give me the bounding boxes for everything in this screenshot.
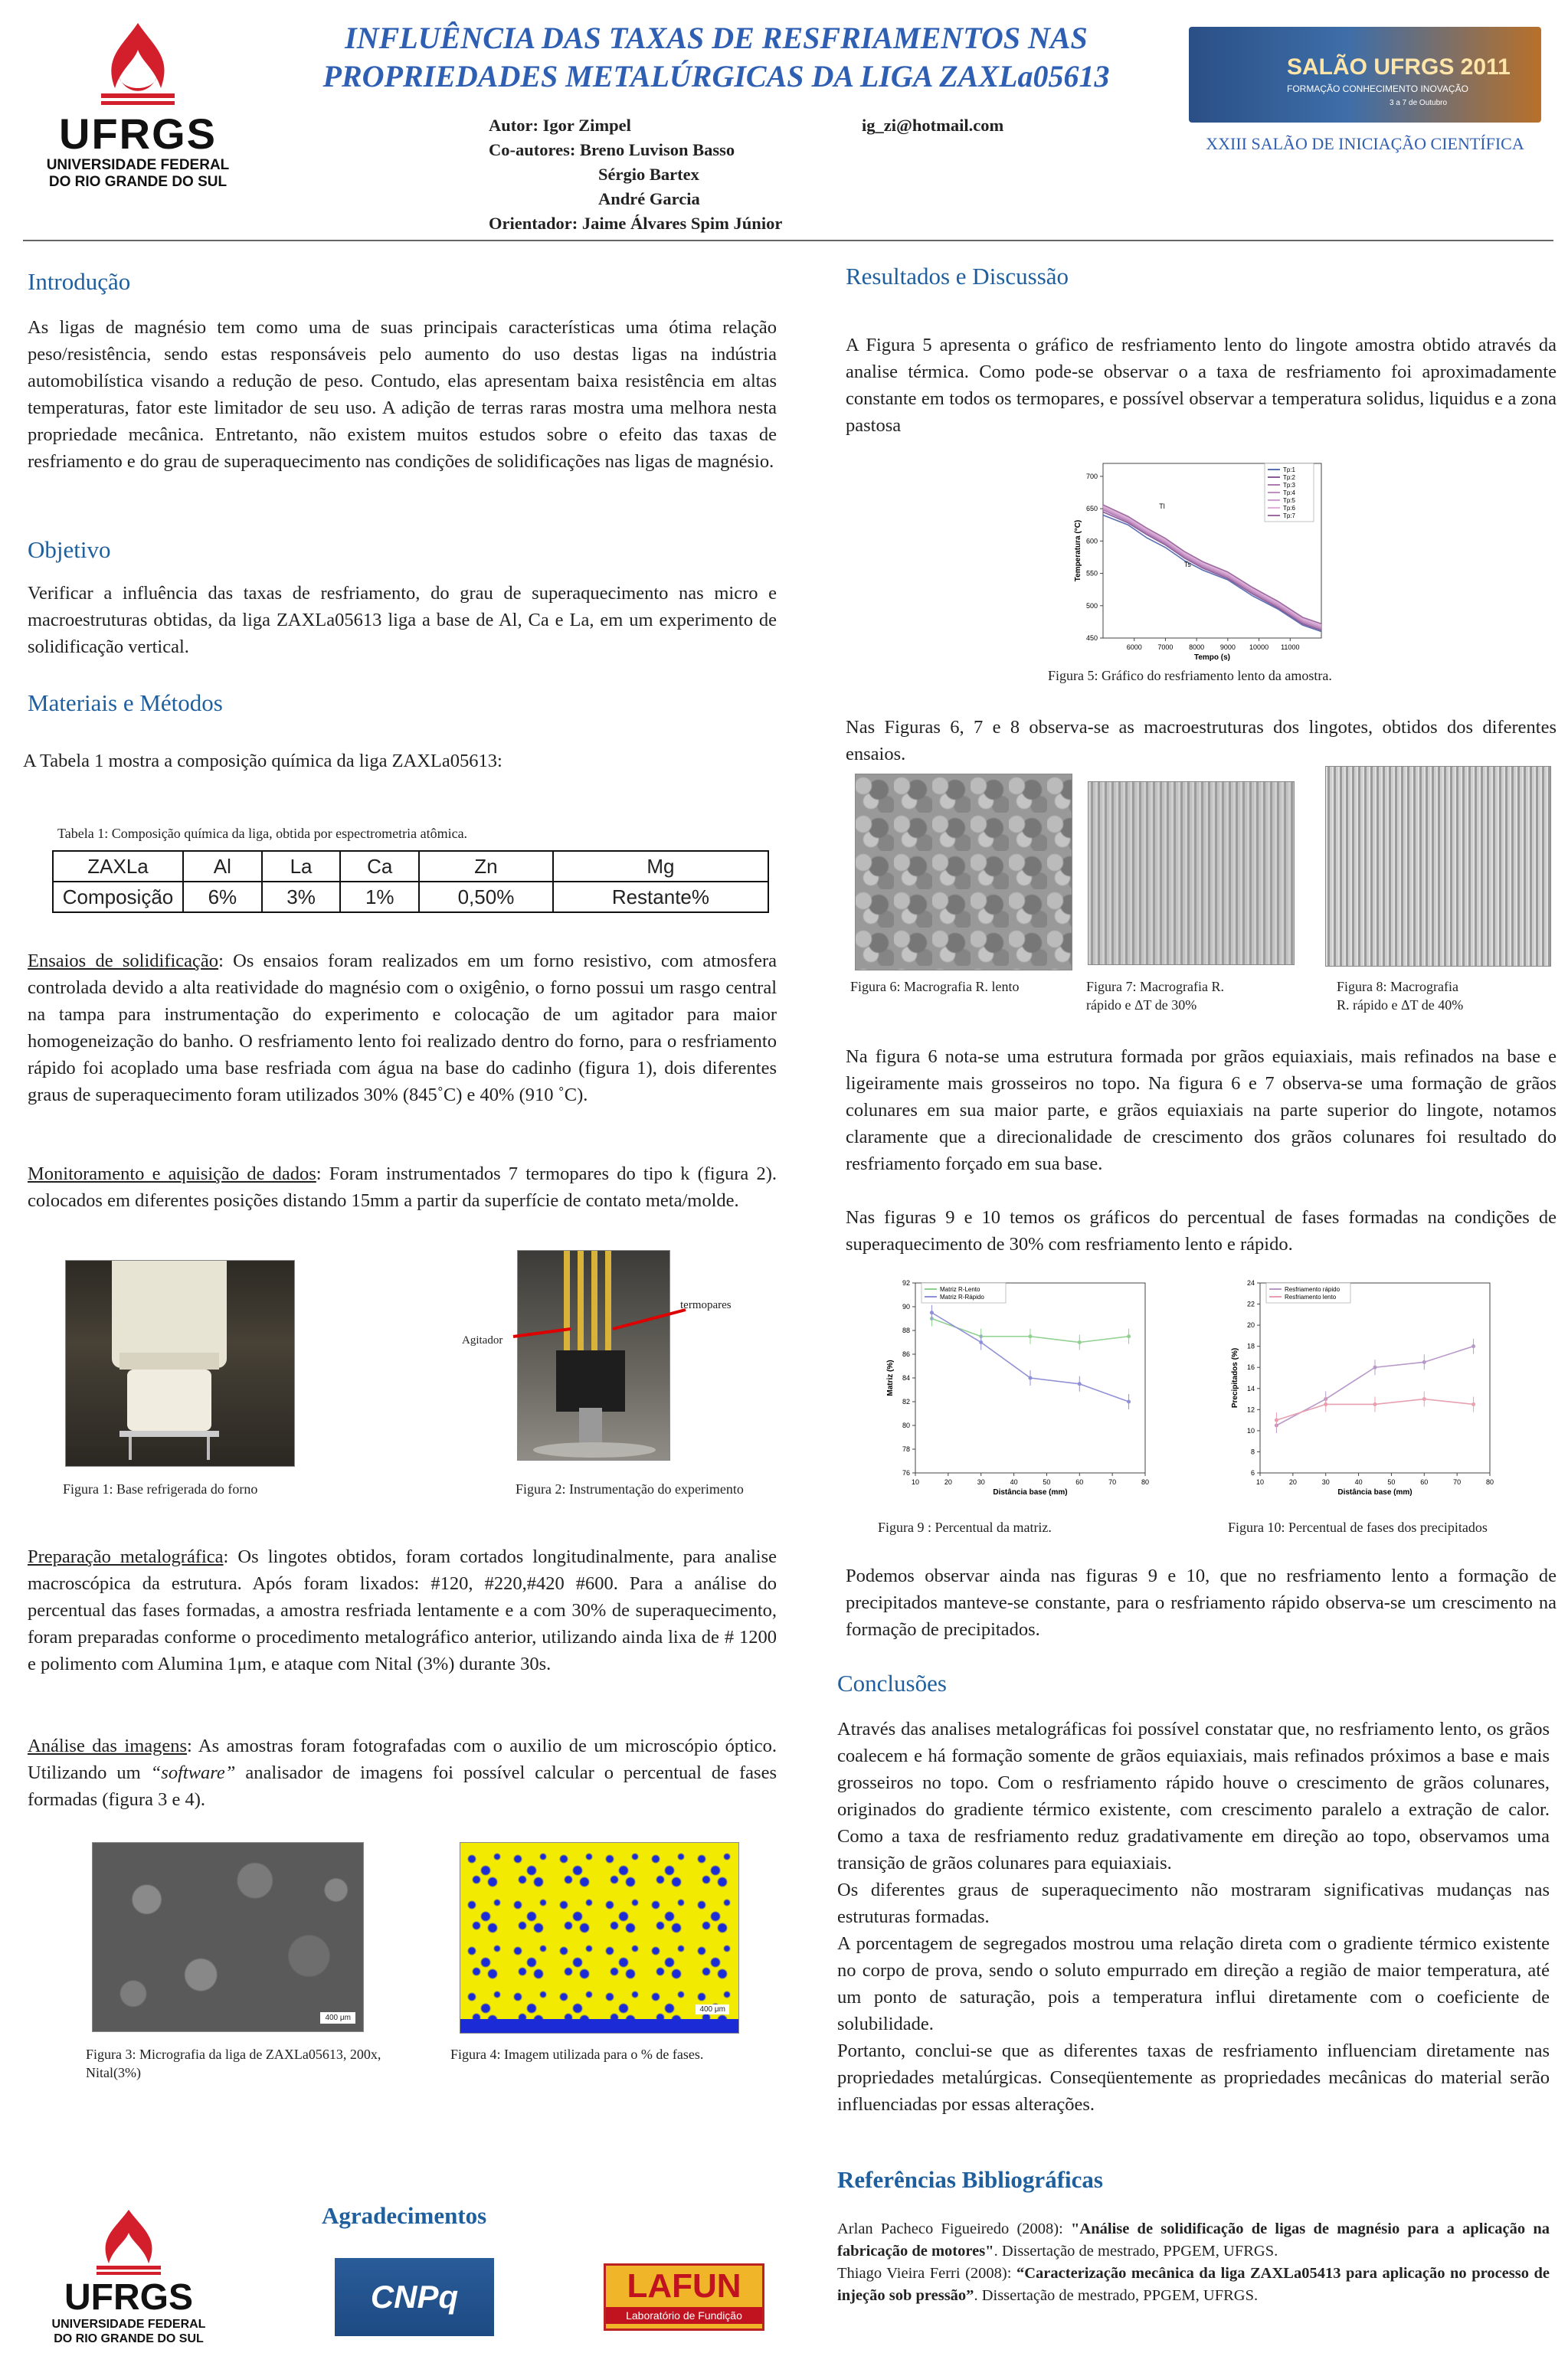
x-tick-label: 80 (1485, 1478, 1494, 1486)
coauthor-1: Breno Luvison Basso (579, 140, 735, 159)
x-tick-label: 11000 (1281, 643, 1300, 651)
table-header-cell: Mg (553, 851, 768, 882)
y-tick-label: 12 (1246, 1406, 1255, 1414)
conclusions-p3: A porcentagem de segregados mostrou uma relação direta com o gradiente térmico existente no corpo de prova, sendo o soluto empurrado em direção a região de maior temperatura, até um ponto de saturação, pois a temperatura influi diretamente com o coeficiente de solubilidade. (837, 1933, 1550, 2034)
x-tick-label: 8000 (1189, 643, 1205, 651)
event-banner (1189, 27, 1541, 123)
prep-text: : Os lingotes obtidos, foram cortados longitudinalmente, para analise macroscópica da estrutura. Após foram lixados: #120, #220,#420 #600. Para a análise do percentual das fases formadas, a amostra resfriada lentamente e a com 30% de superaquecimento, foram preparadas conforme o procedimento metalográfico anterior, utilizando ainda lixa de # 1200 e polimento com Alumina 1μm, e ataque com Nital (3%) durante 30s. (28, 1546, 777, 1674)
intro-heading: Introdução (28, 268, 131, 295)
table-row (53, 882, 768, 912)
fig4-caption: Figura 4: Imagem utilizada para o % de fases. (450, 2047, 704, 2062)
title-line1: INFLUÊNCIA DAS TAXAS DE RESFRIAMENTOS NAS (345, 21, 1088, 55)
event-banner-sub: FORMAÇÃO CONHECIMENTO INOVAÇÃO (1287, 83, 1468, 94)
fig2-caption: Figura 2: Instrumentação do experimento (516, 1481, 744, 1497)
x-tick-label: 50 (1387, 1478, 1396, 1486)
composition-table (52, 850, 769, 913)
legend-label: Tp:4 (1283, 489, 1296, 496)
reference-2: Thiago Vieira Ferri (2008): “Caracterização mecânica da liga ZAXLa05413 para aplicação no processo de injeção sob pressão”. Dissertação de mestrado, PPGEM, UFRGS. (837, 2265, 1550, 2304)
x-tick-label: 60 (1075, 1478, 1084, 1486)
table-cell: 6% (183, 882, 262, 912)
legend-label: Tp:7 (1283, 512, 1296, 519)
advisor: Orientador: Jaime Álvares Spim Júnior (489, 214, 783, 233)
y-tick-label: 86 (902, 1350, 910, 1358)
fig7-caption-line1: Figura 7: Macrografia R. (1086, 979, 1224, 994)
x-tick-label: 7000 (1157, 643, 1174, 651)
results-text-2: Nas Figuras 6, 7 e 8 observa-se as macroestruturas dos lingotes, obtidos dos diferentes ensaios. (846, 717, 1557, 764)
header-divider (23, 240, 1553, 241)
results-text-5: Podemos observar ainda nas figuras 9 e 10, que no resfriamento lento a formação de precipitados manteve-se constante, para o resfriamento rápido observa-se um crescimento na formação de precipitados. (846, 1566, 1557, 1640)
conclusions-p1: Através das analises metalográficas foi possível constatar que, no resfriamento lento, os grãos coalecem e há formação somente de grãos equiaxiais, mais refinados próximos a base e mais grosseiros no topo. Com o resfriamento rápido houve o crescimento de grãos colunares, originados do gradiente térmico existente, com crescimento paralelo a extração de calor. Como a taxa de resfriamento reduz gradativamente em direção ao topo, observamos uma transição de grãos colunares para equiaxiais. (837, 1719, 1550, 1874)
table-cell: 3% (262, 882, 341, 912)
y-tick-label: 92 (902, 1279, 910, 1287)
legend-label: Resfriamento rápido (1285, 1286, 1340, 1293)
results-text-1: A Figura 5 apresenta o gráfico de resfriamento lento do lingote amostra obtido através da analise térmica. Como pode-se observar o a taxa de resfriamento foi aproximadamente constante em todos os termopares, e possível observar a temperatura solidus, liquidus e a zona pastosa (846, 335, 1557, 436)
x-tick-label: 6000 (1126, 643, 1142, 651)
y-tick-label: 500 (1085, 601, 1098, 610)
data-point (1275, 1419, 1278, 1422)
x-axis-label: Distância base (mm) (1337, 1488, 1413, 1497)
fig5-caption: Figura 5: Gráfico do resfriamento lento da amostra. (1048, 668, 1332, 683)
conclusions-p2: Os diferentes graus de superaquecimento não mostraram significativas mudanças nas estruturas formadas. (837, 1880, 1550, 1927)
x-tick-label: 20 (1288, 1478, 1297, 1486)
x-tick-label: 10 (911, 1478, 920, 1486)
data-point (1127, 1400, 1131, 1404)
data-point (1029, 1376, 1033, 1380)
acknowledgements-heading: Agradecimentos (322, 2202, 487, 2229)
lafun-logo-text: LAFUN (627, 2267, 741, 2305)
coauthors-label: Co-autores: (489, 140, 576, 159)
fig3-scale-label: 400 μm (320, 2012, 355, 2024)
legend-label: Matriz R-Lento (940, 1286, 980, 1293)
y-tick-label: 450 (1085, 634, 1098, 642)
ufrgs-logo-bottom (37, 2206, 221, 2344)
legend-label: Tp:3 (1283, 482, 1296, 489)
y-tick-label: 650 (1085, 505, 1098, 513)
y-tick-label: 700 (1085, 472, 1098, 480)
fig6-macrograph (855, 774, 1072, 970)
ufrgs-logo-top (31, 15, 245, 191)
x-tick-label: 40 (1010, 1478, 1018, 1486)
author-block (489, 113, 1102, 236)
table-header-cell: La (262, 851, 341, 882)
data-point (1078, 1382, 1082, 1386)
table-header-cell: ZAXLa (53, 851, 183, 882)
fig7-macrograph (1088, 781, 1295, 965)
fig10-precipitates-chart (1218, 1268, 1501, 1497)
x-tick-label: 30 (1321, 1478, 1330, 1486)
y-tick-label: 22 (1246, 1300, 1255, 1308)
lafun-logo (604, 2263, 764, 2331)
data-point (1127, 1334, 1131, 1338)
legend-label: Tp:5 (1283, 497, 1296, 504)
results-text-3: Na figura 6 nota-se uma estrutura formada por grãos equiaxiais, mais refinados na base e ligeiramente mais grosseiros no topo. Na figura 6 e 7 observa-se uma formação de grãos colunares em sua maior parte, e grãos equiaxiais na parte superior do lingote, notamos claramente que a direcionalidade de crescimento dos grãos colunares foi resultado do resfriamento forçado em sua base. (846, 1046, 1557, 1174)
references-body (837, 2218, 1550, 2307)
intro-text: As ligas de magnésio tem como uma de suas principais características uma ótima relação peso/resistência, sendo estas responsáveis pelo aumento do uso destas ligas na indústria automobilística visando a redução de peso. Contudo, elas apresentam baixa resistência em altas temperaturas, fator este limitador de seu uso. A adição de terras raras mostra uma melhora nesta propriedade mecânica. Entretanto, não existem muitos estudos sobre o efeito das taxas de resfriamento e do grau de superaquecimento nas condições de solidificações nas ligas de magnésio. (28, 317, 777, 472)
x-tick-label: 10 (1255, 1478, 1265, 1486)
x-tick-label: 70 (1108, 1478, 1117, 1486)
reference-1: Arlan Pacheco Figueiredo (2008): "Análise de solidificação de ligas de magnésio para a aplicação na fabricação de motores". Dissertação de mestrado, PPGEM, UFRGS. (837, 2220, 1550, 2260)
y-tick-label: 76 (902, 1469, 910, 1477)
fig2-label-agitador: Agitador (462, 1334, 503, 1347)
monitoring-text: : Foram instrumentados 7 termopares do tipo k (figura 2). colocados em diferentes posições distando 15mm a partir da superfície de contato meta/molde. (28, 1163, 777, 1211)
cnpq-logo (335, 2258, 494, 2336)
legend-label: Tp:6 (1283, 505, 1296, 512)
fig8-caption-line1: Figura 8: Macrografia (1337, 979, 1458, 994)
plot-area (1260, 1283, 1490, 1473)
fig3-caption: Figura 3: Micrografia da liga de ZAXLa05613, 200x, Nital(3%) (86, 2047, 381, 2080)
ufrgs-flame-icon (37, 2206, 221, 2275)
table-header-row (53, 851, 768, 882)
table-caption: Tabela 1: Composição química da liga, obtida por espectrometria atômica. (57, 826, 468, 841)
x-axis-label: Tempo (s) (1193, 653, 1231, 662)
solidification-title: Ensaios de solidificação (28, 951, 219, 971)
y-tick-label: 78 (902, 1445, 910, 1453)
conclusions-heading: Conclusões (837, 1670, 947, 1697)
fig1-photo (65, 1260, 295, 1467)
coauthor-2: Sérgio Bartex (598, 165, 699, 184)
y-tick-label: 16 (1246, 1363, 1255, 1372)
x-tick-label: 10000 (1249, 643, 1269, 651)
y-tick-label: 6 (1250, 1469, 1255, 1477)
references-heading: Referências Bibliográficas (837, 2166, 1103, 2193)
image-analysis-software: “software” (150, 1762, 236, 1783)
lafun-logo-sub: Laboratório de Fundição (606, 2307, 762, 2324)
event-subtitle: XXIII SALÃO DE INICIAÇÃO CIENTÍFICA (1206, 134, 1524, 153)
objective-heading: Objetivo (28, 536, 111, 563)
prep-paragraph (28, 1543, 777, 1677)
y-tick-label: 90 (902, 1303, 910, 1311)
fig8-macrograph (1325, 766, 1551, 967)
fig8-caption (1337, 977, 1463, 1014)
x-tick-label: 20 (944, 1478, 952, 1486)
fig3-micrograph (92, 1842, 364, 2032)
fig1-caption: Figura 1: Base refrigerada do forno (63, 1481, 258, 1497)
fig4-scale-label: 400 μm (696, 2004, 729, 2014)
table-header-cell: Ca (340, 851, 419, 882)
annotation-tl: Tl (1159, 502, 1165, 511)
y-tick-label: 88 (902, 1327, 910, 1334)
legend-label: Tp:1 (1283, 466, 1296, 473)
data-point (1373, 1366, 1377, 1370)
legend-label: Tp:2 (1283, 474, 1296, 481)
logo-line1: UNIVERSIDADE FEDERAL (46, 157, 230, 173)
table-intro: A Tabela 1 mostra a composição química da liga ZAXLa05613: (23, 751, 502, 771)
poster-title (260, 19, 1172, 96)
ufrgs-flame-icon (31, 15, 245, 107)
y-axis-label: Precipitados (%) (1231, 1347, 1239, 1409)
y-axis-label: Temperatura (°C) (1074, 519, 1082, 582)
data-point (1324, 1402, 1327, 1406)
fig9-caption: Figura 9 : Percentual da matriz. (878, 1520, 1052, 1535)
y-tick-label: 10 (1246, 1426, 1255, 1435)
image-analysis-text-a: : As amostras foram fotografadas com o auxilio de um microscópio óptico. Utilizando um (28, 1736, 777, 1783)
y-axis-label: Matriz (%) (886, 1360, 895, 1396)
fig4-phase-image (460, 1842, 739, 2034)
x-tick-label: 60 (1420, 1478, 1429, 1486)
email[interactable]: ig_zi@hotmail.com (862, 116, 1004, 135)
author: Autor: Igor Zimpel (489, 116, 631, 135)
fig2-arrows (506, 1294, 705, 1386)
x-tick-label: 9000 (1219, 643, 1236, 651)
data-point (930, 1311, 934, 1314)
x-tick-label: 30 (977, 1478, 985, 1486)
y-tick-label: 14 (1246, 1384, 1255, 1392)
x-tick-label: 40 (1354, 1478, 1363, 1486)
event-banner-title: SALÃO UFRGS 2011 (1287, 54, 1511, 80)
results-text-4: Nas figuras 9 e 10 temos os gráficos do percentual de fases formadas na condições de superaquecimento de 30% com resfriamento lento e rápido. (846, 1207, 1557, 1255)
image-analysis-paragraph (28, 1733, 777, 1813)
image-analysis-text-b: analisador de imagens foi possível calcular o percentual de fases formadas (figura 3 e 4). (28, 1762, 777, 1810)
monitoring-paragraph (28, 1160, 777, 1214)
y-tick-label: 600 (1085, 537, 1098, 545)
y-tick-label: 82 (902, 1398, 910, 1406)
legend-label: Resfriamento lento (1285, 1294, 1337, 1301)
logo-name: UFRGS (59, 110, 217, 158)
data-point (1373, 1402, 1377, 1406)
table-cell: 0,50% (419, 882, 553, 912)
data-point (1471, 1402, 1475, 1406)
legend-label: Matriz R-Rápido (940, 1294, 984, 1301)
table-cell: Composição (53, 882, 183, 912)
fig6-caption: Figura 6: Macrografia R. lento (850, 979, 1020, 994)
prep-title: Preparação metalográfica (28, 1546, 224, 1567)
table-header-cell: Al (183, 851, 262, 882)
fig8-caption-line2: R. rápido e ΔT de 40% (1337, 997, 1464, 1013)
fig2-label-termopares: termopares (680, 1299, 732, 1311)
objective-text: Verificar a influência das taxas de resfriamento, do grau de superaquecimento nas micro e macroestruturas obtidas, da liga ZAXLa05613 liga a base de Al, Ca e La, em um experimento de solidificação vertical. (28, 583, 777, 657)
results-heading: Resultados e Discussão (846, 263, 1069, 290)
logo-name: UFRGS (64, 2277, 193, 2318)
data-point (1422, 1360, 1426, 1364)
table-header-cell: Zn (419, 851, 553, 882)
event-banner-date: 3 a 7 de Outubro (1390, 99, 1448, 107)
fig7-caption-line2: rápido e ΔT de 30% (1086, 997, 1197, 1013)
conclusions-p4: Portanto, conclui-se que as diferentes taxas de resfriamento influenciam diretamente nas propriedades metalúrgicas. Conseqüentemente as propriedades mecânicas do material serão influenciadas por essas alterações. (837, 2040, 1550, 2115)
title-line2: PROPRIEDADES METALÚRGICAS DA LIGA ZAXLa05613 (322, 59, 1110, 93)
data-point (1471, 1344, 1475, 1348)
methods-heading: Materiais e Métodos (28, 689, 223, 716)
logo-line2: DO RIO GRANDE DO SUL (48, 174, 228, 190)
data-point (1422, 1397, 1426, 1401)
cnpq-logo-text: CNPq (370, 2279, 459, 2315)
data-point (1029, 1334, 1033, 1338)
y-tick-label: 18 (1246, 1342, 1255, 1350)
annotation-ts: Ts (1183, 561, 1191, 569)
logo-line1: UNIVERSIDADE FEDERAL (51, 2318, 206, 2331)
y-tick-label: 8 (1250, 1448, 1255, 1456)
x-tick-label: 50 (1043, 1478, 1051, 1486)
y-tick-label: 20 (1246, 1321, 1255, 1330)
fig7-caption (1086, 977, 1224, 1014)
fig9-matrix-chart (873, 1268, 1157, 1497)
y-tick-label: 84 (902, 1374, 910, 1382)
table-cell: 1% (340, 882, 419, 912)
logo-line2: DO RIO GRANDE DO SUL (54, 2332, 204, 2345)
image-analysis-title: Análise das imagens (28, 1736, 188, 1756)
y-tick-label: 24 (1246, 1279, 1255, 1287)
x-axis-label: Distância base (mm) (993, 1488, 1068, 1497)
conclusions-body (837, 1716, 1550, 2118)
fig5-cooling-chart (1061, 448, 1337, 663)
fig10-caption: Figura 10: Percentual de fases dos precipitados (1228, 1520, 1488, 1535)
data-point (1078, 1340, 1082, 1344)
data-point (979, 1340, 983, 1344)
x-tick-label: 70 (1453, 1478, 1462, 1486)
monitoring-title: Monitoramento e aquisição de dados (28, 1163, 316, 1184)
coauthor-3: André Garcia (598, 189, 700, 208)
solidification-paragraph (28, 947, 777, 1108)
table-cell: Restante% (553, 882, 768, 912)
y-tick-label: 550 (1085, 569, 1098, 578)
x-tick-label: 80 (1141, 1478, 1150, 1486)
y-tick-label: 80 (902, 1422, 910, 1429)
solidification-text: : Os ensaios foram realizados em um forno resistivo, com atmosfera controlada devido a alta reatividade do magnésio com o oxigênio, o forno possui um rasgo central na tampa para instrumentação do experimento e colocação de um agitador para maior homogeneização do banho. O resfriamento lento foi realizado dentro do forno, para o resfriamento rápido foi acoplado uma base resfriada com água na base do cadinho (figura 1), dois diferentes graus de superaquecimento foram utilizados 30% (845˚C) e 40% (910 ˚C). (28, 951, 777, 1105)
